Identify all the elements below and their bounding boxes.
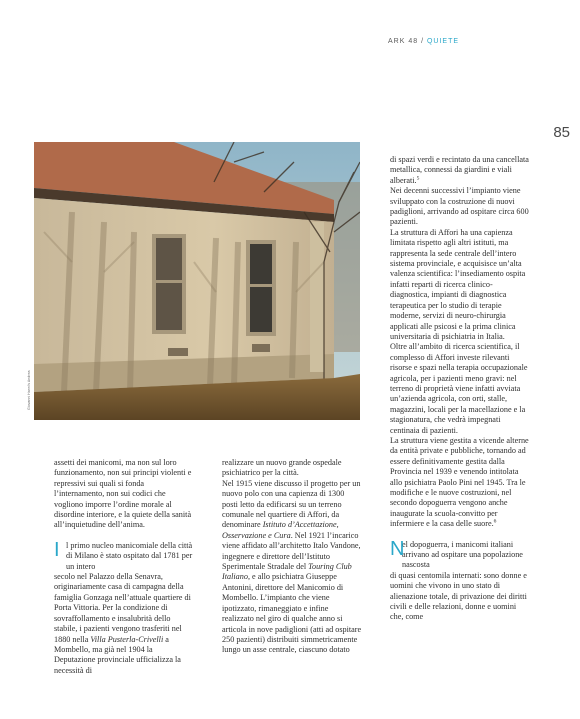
paragraph [390, 436, 530, 530]
footnote-ref: 6 [493, 518, 497, 525]
paragraph: di quasi centomila internati: sono donne e uomini che vivono in uno stato di alienazione totale, di privazione dei diritti civili e delle relazioni, donne e uomini che, come [390, 570, 527, 622]
text-column-3 [390, 155, 530, 623]
paragraph: La struttura di Affori ha una capienza limitata rispetto agli altri istituti, ma rappresenta la sede centrale dell’intero sistema provinciale, e acquisisce un’alta valenza scientifica: l’insediamento ospita infatti reparti di ricerca clinico-diagnostica, impianti di diagnostica terapeutica per lo studio di terapie moderne, servizi di neuro-chirurgia applicati alle psicosi e la prima clinica universitaria di psichiatria in Italia. [390, 227, 526, 341]
paragraph [390, 155, 530, 186]
photo-illustration [34, 142, 360, 420]
header-separator: / [421, 38, 425, 45]
paragraph: assetti dei manicomi, ma non sul loro funzionamento, non sui principi violenti e repressivi sui quali si fonda l’internamento, non sui codici che vogliono imporre l’ordine morale al disordine interiore, e la quiete della sanità all’inquietudine dell’anima. [54, 458, 192, 530]
paragraph: el dopoguerra, i manicomi italiani arrivano ad ospitare una popolazione nascosta [402, 539, 523, 570]
magazine-label: ARK 48 [388, 38, 419, 45]
paragraph [54, 572, 194, 676]
running-header [388, 38, 459, 45]
dropcap-paragraph [54, 538, 194, 572]
italic-text: Istituto d’Accettazione, Osservazione e Cura [222, 520, 339, 540]
text-run: di spazi verdi e recintato da una cancellata metallica, connessi da giardini e viali alberati. [390, 155, 529, 185]
text-column-2 [222, 458, 362, 656]
paragraph: Oltre all’ambito di ricerca scientifica, il complesso di Affori investe rilevanti risorse e spazi nella terapia occupazionale agricola, per i pazienti meno gravi: nel terreno di proprietà viene infatti avviata un’azienda agricola, con orti, stalle, magazzini, locali per la macellazione e la stagionatura, che vedrà impegnati centinaia di pazienti. [390, 342, 528, 435]
text-run: , e allo psichiatra Giuseppe Antonini, direttore del Manicomio di Mombello. L’impianto che viene ipotizzato, rimaneggiato e infine realizzato nel giro di qualche anno si articola in nove padiglioni (atti ad ospitare 250 pazienti) distribuiti simmetricamente lungo un asse centrale, ciascuno dotato [222, 572, 362, 655]
photo-credit: Giovanni Hanni's Andrea [27, 370, 31, 410]
paragraph [222, 479, 362, 656]
dropcap-letter: N [390, 537, 405, 560]
page-number: 85 [553, 124, 570, 141]
text-run: . Nel 1921 l’incarico viene affidato all’architetto Italo Vandone, ingegnere e direttore dell’Istituto Sperimentale Stradale del [222, 530, 361, 572]
building-photo [34, 142, 360, 420]
text-run: a Mombello, ma già nel 1904 la Deputazione provinciale ufficializza la necessità di [54, 634, 181, 675]
paragraph: l primo nucleo manicomiale della città di Milano è stato ospitato dal 1781 per un intero [66, 540, 193, 571]
dropcap-letter: I [54, 538, 60, 561]
dropcap-paragraph [390, 537, 530, 571]
section-label: QUIETE [426, 38, 460, 45]
paragraph: realizzare un nuovo grande ospedale psichiatrico per la città. [222, 458, 342, 478]
italic-text: Touring Club Italiano [222, 562, 352, 582]
text-run: La struttura viene gestita a vicende alterne da entità private e pubbliche, tornando ad essere definitivamente gestita dalla Provincia nel 1939 e venendo intitolata allo psichiatra Paolo Pini nel 1945. Tra le modifiche e le nuove costruzioni, nel secondo dopoguerra vengono anche inaugurate la scuola-convitto per infermiere e la casa delle suore. [390, 435, 529, 529]
italic-text: Villa Pusterla-Crivelli [90, 634, 164, 644]
text-run: Nel 1915 viene discusso il progetto per un nuovo polo con una capienza di 1300 posti letto da edificarsi su un terreno comunale nel quartiere di Affori, da denominare [222, 478, 361, 530]
text-run: secolo nel Palazzo della Senavra, originariamente casa di campagna della famiglia Gonzaga nell’attuale quartiere di Porta Vittoria. Per la condizione di sovraffollamento e insalubrità dello stabile, i pazienti vengono trasferiti nel 1880 nella [54, 572, 191, 644]
footnote-ref: 5 [416, 175, 420, 182]
paragraph: Nei decenni successivi l’impianto viene sviluppato con la costruzione di nuovi padiglioni, arrivando ad ospitare circa 600 pazienti. [390, 186, 529, 227]
text-column-1 [54, 458, 194, 676]
